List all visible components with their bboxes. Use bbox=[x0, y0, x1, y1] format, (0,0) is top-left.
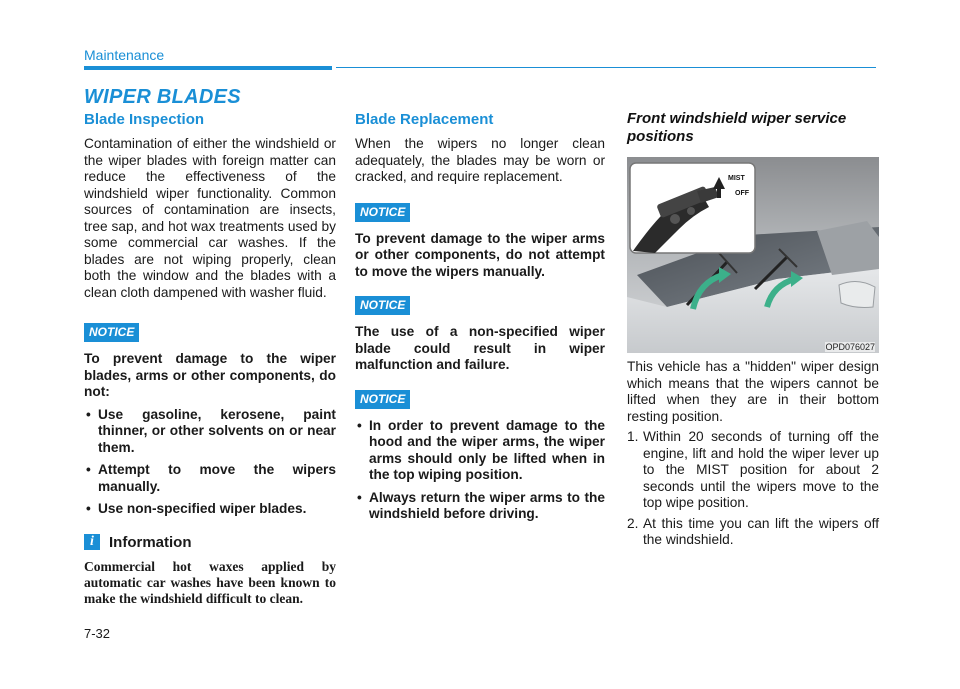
list-item: • Always return the wiper arms to the windshield before driving. bbox=[355, 490, 605, 523]
list-item: • In order to prevent damage to the hood and the wiper arms, the wiper arms should only be lifted when in the top wiping position. bbox=[355, 418, 605, 484]
list-item: • Attempt to move the wipers manually. bbox=[84, 462, 336, 495]
step-number: 2. bbox=[627, 515, 639, 531]
mist-label: MIST bbox=[728, 175, 745, 182]
notice-badge-wrap bbox=[355, 390, 605, 409]
column-blade-replacement bbox=[355, 110, 605, 523]
information-header bbox=[84, 534, 336, 551]
service-steps bbox=[627, 429, 879, 549]
notice-badge: NOTICE bbox=[355, 296, 410, 315]
image-caption: OPD076027 bbox=[825, 342, 875, 352]
column-blade-inspection bbox=[84, 110, 336, 607]
notice-text: To prevent damage to the wiper arms or other components, do not attempt to move the wipers manually. bbox=[355, 230, 605, 279]
blade-replacement-heading: Blade Replacement bbox=[355, 111, 494, 128]
information-title: Information bbox=[109, 533, 192, 551]
service-positions-body: This vehicle has a "hidden" wiper design which means that the wipers cannot be lifted when they are in their bottom resting position. bbox=[627, 359, 879, 424]
notice-badge-wrap bbox=[355, 203, 605, 222]
notice-text: To prevent damage to the wiper blades, arms or other components, do not: bbox=[84, 351, 336, 399]
section-label: Maintenance bbox=[84, 47, 165, 63]
information-text: Commercial hot waxes applied by automatic car washes have been known to make the windshield difficult to clean. bbox=[84, 558, 336, 606]
notice-badge: NOTICE bbox=[355, 390, 410, 409]
service-positions-text bbox=[627, 359, 879, 549]
blade-inspection-heading: Blade Inspection bbox=[84, 111, 205, 128]
page-number: 7-32 bbox=[84, 626, 111, 641]
header-rule-thin bbox=[336, 67, 876, 68]
step-text: Within 20 seconds of turning off the engine, lift and hold the wiper lever up to the MIST position for about 2 seconds until the wipers move to the top wipe position. bbox=[643, 429, 879, 510]
notice-text: The use of a non-specified wiper blade could result in wiper malfunction and failure. bbox=[355, 324, 605, 372]
notice-badge: NOTICE bbox=[355, 203, 410, 222]
notice-bullet-list bbox=[84, 407, 336, 518]
list-item: • Use gasoline, kerosene, paint thinner, or other solvents on or near them. bbox=[84, 407, 336, 457]
chapter-title: WIPER BLADES bbox=[84, 86, 241, 108]
notice-bullet-list bbox=[355, 418, 605, 523]
wiper-illustration-graphic bbox=[627, 157, 879, 353]
step-text: At this time you can lift the wipers off the windshield. bbox=[643, 515, 879, 547]
off-label: OFF bbox=[735, 190, 749, 197]
notice-badge-wrap bbox=[355, 296, 605, 315]
list-item: • Use non-specified wiper blades. bbox=[84, 501, 336, 518]
blade-inspection-body: Contamination of either the windshield or the wiper blades with foreign matter can reduce the effectiveness of the windshield wiper functionality. Common sources of contamination are insects, tree sap, and hot wax treatments used by some commercial car washes. If the blades are not wiping properly, clean both the window and the blades with a clean cloth dampened with washer fluid. bbox=[84, 136, 336, 300]
service-positions-heading: Front windshield wiper service positions bbox=[627, 110, 847, 145]
notice-badge: NOTICE bbox=[84, 323, 139, 342]
information-icon: i bbox=[84, 534, 100, 550]
list-item bbox=[627, 429, 879, 512]
column-service-positions bbox=[627, 110, 879, 146]
notice-badge-wrap bbox=[84, 323, 336, 342]
step-number: 1. bbox=[627, 429, 639, 444]
list-item bbox=[627, 516, 879, 549]
header-rule-thick bbox=[84, 66, 332, 70]
blade-replacement-body: When the wipers no longer clean adequately, the blades may be worn or cracked, and require replacement. bbox=[355, 136, 605, 184]
wiper-illustration bbox=[627, 157, 879, 353]
